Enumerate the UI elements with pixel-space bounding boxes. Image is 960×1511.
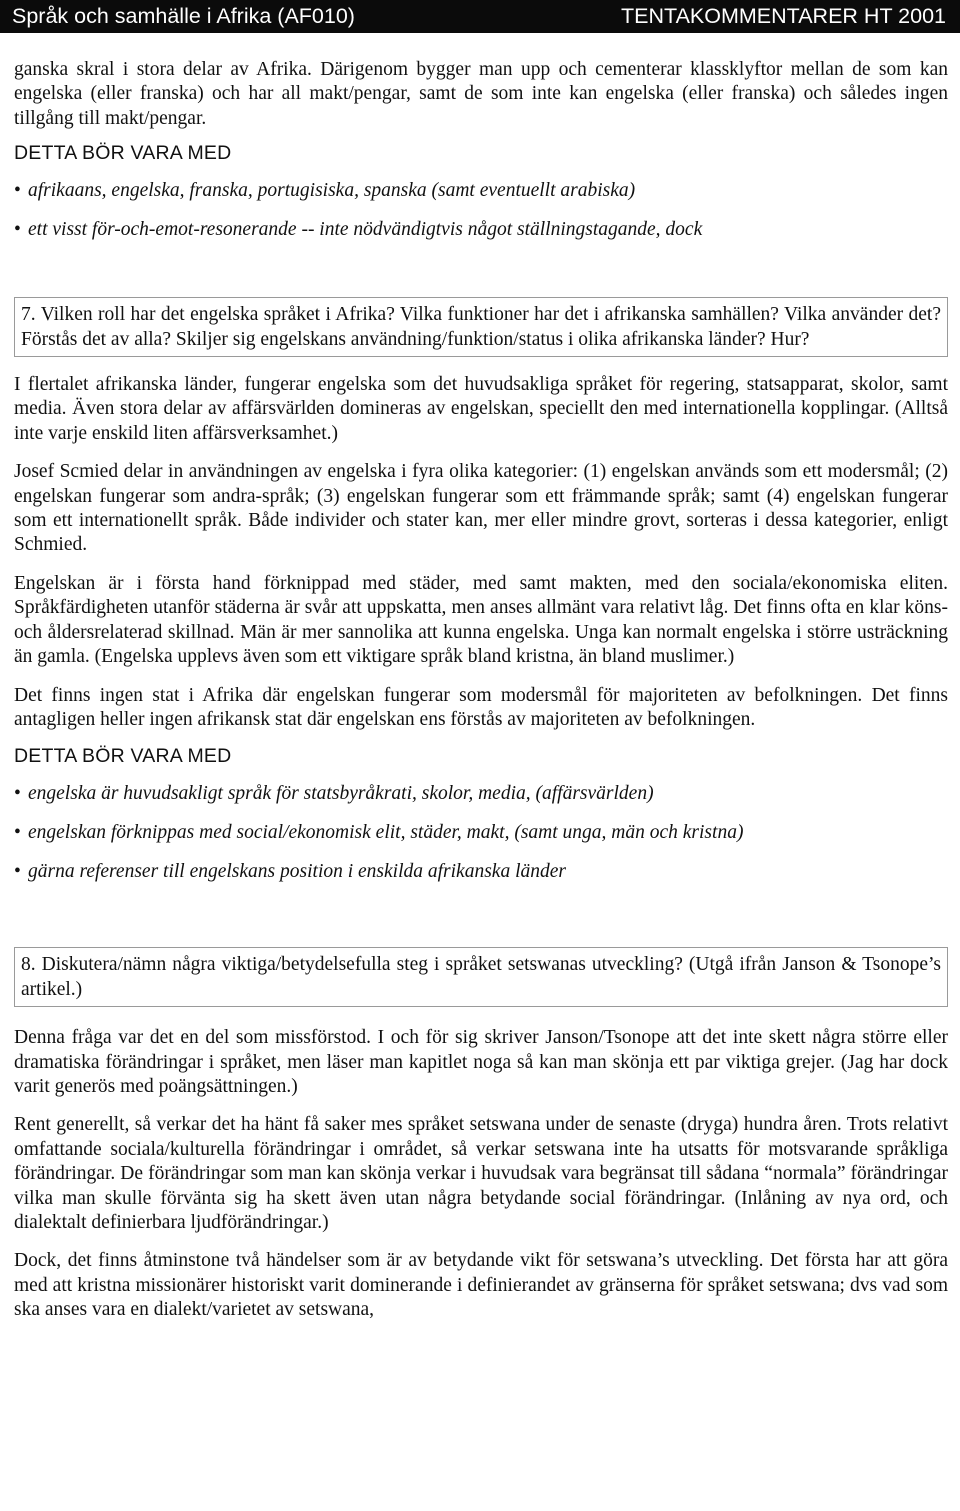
bullet-list-2 [14,782,948,884]
list-item: • engelska är huvudsakligt språk för statsbyråkrati, skolor, media, (affärsvärlden) [14,783,654,805]
list-item: • gärna referenser till engelskans position i enskilda afrikanska länder [14,861,566,883]
question-7-text: 7. Vilken roll har det engelska språket i Afrika? Vilka funktioner har det i afrikanska samhällen? Vilka använder det? Förstås det av alla? Skiljer sig engelskans användning/funktion/status i olika afrikanska länder? Hur? [21,304,941,350]
intro-paragraph: ganska skral i stora delar av Afrika. Därigenom bygger man upp och cementerar klassklyftor mellan de som kan engelska (eller franska) och har all makt/pengar, samt de som inte kan engelska (eller franska) och således ingen tillgång till makt/pengar. [14,59,948,129]
answer-7-paragraph-2: Josef Scmied delar in användningen av engelska i fyra olika kategorier: (1) engelskan används som ett modersmål; (2) engelskan fungerar som andra-språk; (3) engelskan fungerar som ett främmande språk; samt (4) engelskan fungerar som ett internationellt språk. Både individer och stater kan, mer eller mindre grovt, sorteras i dessa kategorier, enligt Schmied. [14,461,948,556]
course-title: Språk och samhälle i Afrika (AF010) [12,4,355,28]
bullet-icon: • [14,783,21,805]
bullet-icon: • [14,861,21,883]
list-item: • engelskan förknippas med social/ekonomisk elit, städer, makt, (samt unga, män och kristna) [14,822,744,844]
question-8-box [14,947,948,1007]
document-body [14,58,948,1323]
list-item: • afrikaans, engelska, franska, portugisiska, spanska (samt eventuellt arabiska) [14,180,636,202]
answer-7-paragraph-1: I flertalet afrikanska länder, fungerar engelska som det huvudsakliga språket för regering, statsapparat, skolor, samt media. Även stora delar av affärsvärlden domineras av engelskan, speciellt den med internationella kopplingar. (Alltså inte varje enskild liten affärsverksamhet.) [14,374,948,444]
answer-8-paragraph-3: Dock, det finns åtminstone två händelser som är av betydande vikt för setswana’s utveckling. Det första har att göra med att kristna missionärer historiskt varit dominerande i definierandet av gränserna för språket setswana; dvs vad som ska anses vara en dialekt/varietet av setswana, [14,1250,948,1321]
answer-8-paragraph-2: Rent generellt, så verkar det ha hänt få saker mes språket setswana under de senaste (dryga) hundra åren. Trots relativt omfattande sociala/kulturella förändringar i området, så verkar setswana inte ha utsatts för motsvarande språkliga förändringar. De förändringar som man kan skönja verkar i huvudsak vara begränsat till sådana “normala” förändringar vilka man skulle förvänta sig ha skett även utan några betydande social förändringar. (Inlåning av nya ord, och dialektalt definierbara ljudförändringar.) [14,1114,948,1233]
question-7-box [14,297,948,357]
answer-7-paragraph-4: Det finns ingen stat i Afrika där engelskan fungerar som modersmål för majoriteten av befolkningen. Det finns antagligen heller ingen afrikansk stat där engelskan ens förstås av majoriteten av befolkningen. [14,684,948,730]
section-label-1: DETTA BÖR VARA MED [14,142,232,165]
section-label-2: DETTA BÖR VARA MED [14,745,232,768]
question-8-text: 8. Diskutera/nämn några viktiga/betydelsefulla steg i språket setswanas utveckling? (Utgå ifrån Janson & Tsonope’s artikel.) [21,954,941,1000]
list-item: • ett visst för-och-emot-resonerande -- inte nödvändigtvis något ställningstagande, dock [14,219,703,241]
bullet-list-1 [14,179,948,242]
bullet-icon: • [14,822,21,844]
page-header [0,0,960,33]
answer-7-paragraph-3: Engelskan är i första hand förknippad med städer, med samt makten, med den sociala/ekonomiska eliten. Språkfärdigheten utanför städerna är svår att uppskatta, men anses allmänt vara relativt låg. Det finns ofta en klar köns- och åldersrelaterad skillnad. Män är mer sannolika att kunna engelska. Unga kan normalt engelska i större usträckning än gamla. (Engelska upplevs även som ett viktigare språk bland kristna, än bland muslimer.) [14,572,948,668]
answer-8-paragraph-1: Denna fråga var det en del som missförstod. I och för sig skriver Janson/Tsonope att det inte skett några större eller dramatiska förändringar i språket, men läser man kapitlet noga så kan man skönja ett par viktiga grejer. (Jag har dock varit generös med poängsättningen.) [14,1027,948,1097]
bullet-icon: • [14,180,21,202]
bullet-icon: • [14,219,21,241]
document-title: TENTAKOMMENTARER HT 2001 [621,4,946,28]
